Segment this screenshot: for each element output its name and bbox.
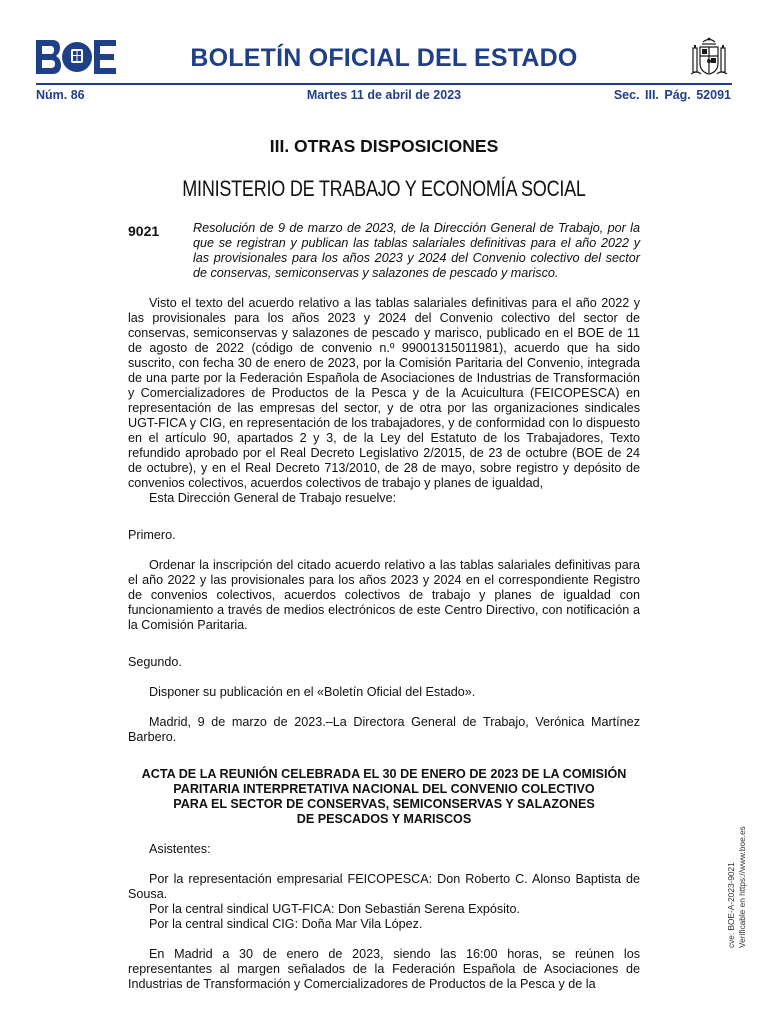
entry-number: 9021 (128, 223, 160, 239)
acta-title (128, 767, 640, 827)
paragraph: Esta Dirección General de Trabajo resuelve: (149, 491, 397, 505)
paragraph: Por la central sindical CIG: Doña Mar Vila López. (149, 917, 423, 931)
newspaper-title: BOLETÍN OFICIAL DEL ESTADO (190, 44, 578, 72)
verify-url: Verificable en https://www.boe.es (737, 826, 747, 948)
issue-date: Martes 11 de abril de 2023 (306, 88, 462, 102)
acta-title-line: PARA EL SECTOR DE CONSERVAS, SEMICONSERVAS Y SALAZONES (173, 797, 595, 811)
ministry-title: MINISTERIO DE TRABAJO Y ECONOMÍA SOCIAL (182, 176, 586, 201)
coat-of-arms-icon (689, 36, 729, 80)
acta-title-line: PARITARIA INTERPRETATIVA NACIONAL DEL CONVENIO COLECTIVO (173, 782, 595, 796)
paragraph: Madrid, 9 de marzo de 2023.–La Directora General de Trabajo, Verónica Martínez Barbero. (128, 715, 640, 744)
acta-title-line: DE PESCADOS Y MARISCOS (296, 812, 472, 826)
document-body (128, 296, 640, 992)
section-page: Sec. III. Pág. 52091 (613, 88, 731, 102)
paragraph: Por la central sindical UGT-FICA: Don Sebastián Serena Expósito. (149, 902, 520, 916)
paragraph: En Madrid a 30 de enero de 2023, siendo las 16:00 horas, se reúnen los representantes al margen señalados de la Federación Española de Asociaciones de Industrias de Transformación y Comercializadores de Productos de la Pesca y de la (128, 947, 640, 991)
paragraph: Asistentes: (149, 842, 211, 856)
paragraph: Ordenar la inscripción del citado acuerdo relativo a las tablas salariales definitivas para el año 2022 y las provisionales para los años 2023 y 2024 en el correspondiente Registro de convenios colectivos, acuerdos colectivos de trabajo y planes de igualdad con funcionamiento a través de medios electrónicos de este Centro Directivo, con notificación a la Comisión Paritaria. (128, 558, 640, 632)
paragraph: Disponer su publicación en el «Boletín Oficial del Estado». (149, 685, 476, 699)
heading-primero: Primero. (128, 528, 176, 542)
issue-number: Núm. 86 (36, 88, 85, 102)
paragraph: Visto el texto del acuerdo relativo a las tablas salariales definitivas para el año 2022 y las provisionales para los años 2023 y 2024 del Convenio colectivo del sector de conservas, semiconservas y salazones de pescado y marisco, publicado en el BOE de 11 de agosto de 2022 (código de convenio n.º 99001315011981), acuerdo que ha sido suscrito, con fecha 30 de enero de 2023, por la Comisión Paritaria del Convenio, integrada de una parte por la Federación Española de Asociaciones de Industrias de Transformación y Comercializadores de Productos de la Pesca y de la Acuicultura (FEICOPESCA) en representación de las empresas del sector, y de otra por las organizaciones sindicales UGT-FICA y CIG, en representación de los trabajadores, y de conformidad con lo dispuesto en el artículo 90, apartados 2 y 3, de la Ley del Estatuto de los Trabajadores, Texto refundido aprobado por el Real Decreto Legislativo 2/2015, de 23 de octubre (BOE de 24 de octubre), y en el Real Decreto 713/2010, de 28 de mayo, sobre registro y depósito de convenios colectivos, acuerdos colectivos de trabajo y planes de igualdad, (128, 296, 640, 490)
verification-margin (726, 822, 748, 948)
cve-code: cve: BOE-A-2023-9021 (726, 862, 736, 948)
section-title: III. OTRAS DISPOSICIONES (269, 136, 499, 156)
acta-title-line: ACTA DE LA REUNIÓN CELEBRADA EL 30 DE ENERO DE 2023 DE LA COMISIÓN (141, 767, 627, 781)
header-rule (36, 83, 732, 85)
entry-summary: Resolución de 9 de marzo de 2023, de la Dirección General de Trabajo, por la que se registran y publican las tablas salariales definitivas para el año 2022 y las provisionales para los años 2023 y 2024 del Convenio colectivo del sector de conservas, semiconservas y salazones de pescado y marisco. (193, 221, 640, 280)
paragraph: Por la representación empresarial FEICOPESCA: Don Roberto C. Alonso Baptista de Sousa. (128, 872, 640, 901)
heading-segundo: Segundo. (128, 655, 182, 669)
